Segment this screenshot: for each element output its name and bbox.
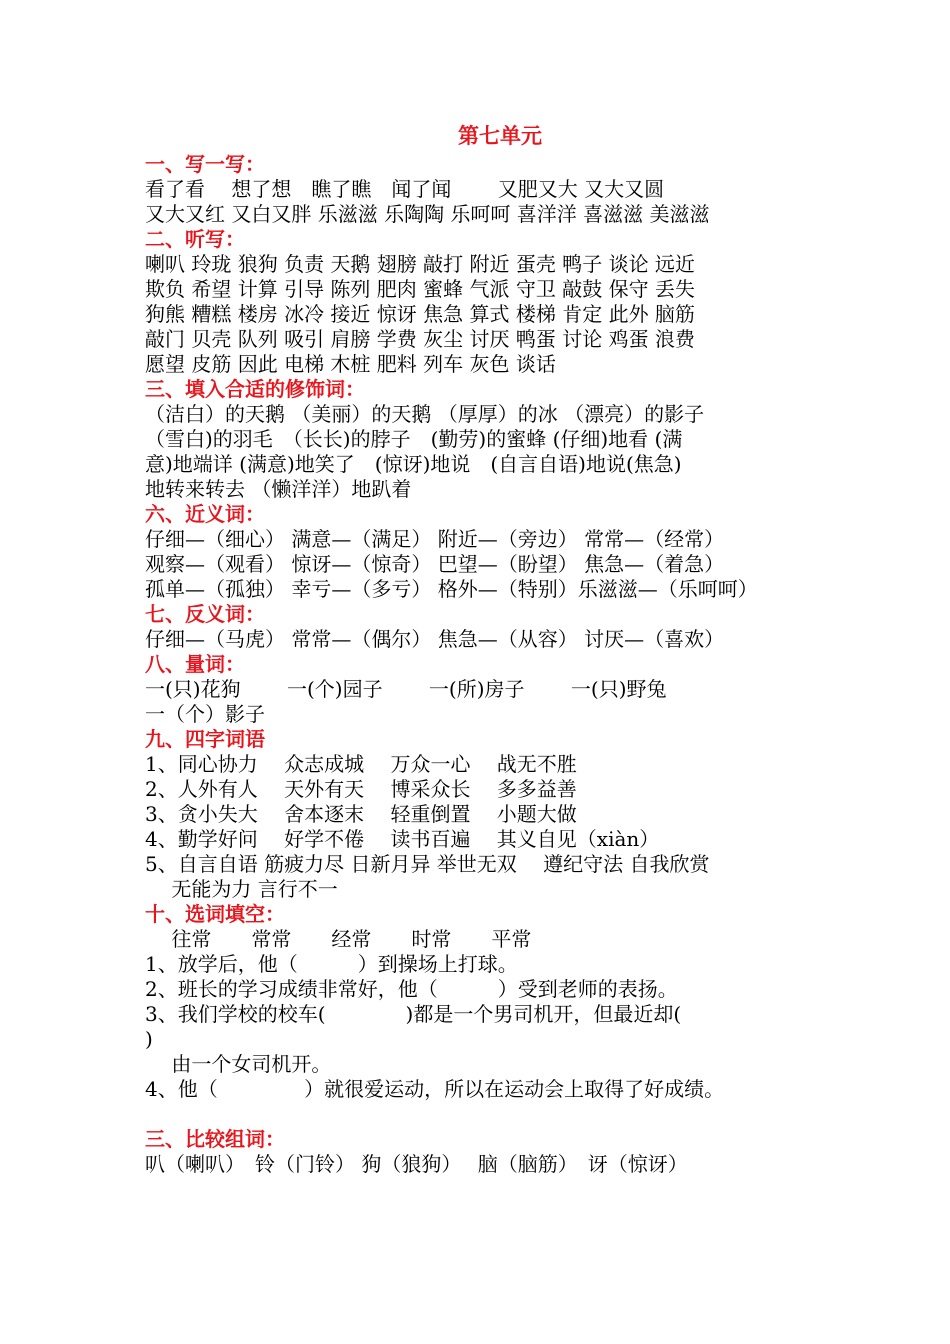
section [145,727,825,902]
section [145,152,825,227]
text-line: 由一个女司机开。 [145,1052,332,1076]
page-title: 第七单元 [458,123,542,148]
section [145,902,825,1102]
text-line: 敲门 贝壳 队列 吸引 肩膀 学费 灰尘 讨厌 鸭蛋 讨论 鸡蛋 浪费 [145,327,695,351]
section [145,377,825,502]
spacer [145,1102,825,1127]
text-line: 4、勤学好问 好学不倦 读书百遍 其义自见（xiàn） [145,827,660,851]
text-line: 3、贪小失大 舍本逐末 轻重倒置 小题大做 [145,802,577,826]
section-heading: 二、听写： [145,227,245,251]
text-line: 一(只)花狗 一(个)园子 一(所)房子 一(只)野兔 [145,677,667,701]
text-line: 仔细—（马虎） 常常—（偶尔） 焦急—（从容） 讨厌—（喜欢） [145,627,725,651]
text-line: （洁白）的天鹅 （美丽）的天鹅 （厚厚）的冰 （漂亮）的影子 [145,402,705,426]
text-line: 看了看 想了想 瞧了瞧 闻了闻 又肥又大 又大又圆 [145,177,665,201]
section [145,227,825,377]
section [145,602,825,652]
text-line: 4、他（ ）就很爱运动，所以在运动会上取得了好成绩。 [145,1077,725,1101]
text-line: ) [145,1027,153,1051]
section-heading: 三、比较组词： [145,1127,285,1151]
text-line: 狗熊 糟糕 楼房 冰冷 接近 惊讶 焦急 算式 楼梯 肯定 此外 脑筋 [145,302,695,326]
section-heading: 三、填入合适的修饰词： [145,377,365,401]
text-line: 往常 常常 经常 时常 平常 [145,927,532,951]
text-line: 孤单—（孤独） 幸亏—（多亏） 格外—（特别）乐滋滋—（乐呵呵） [145,577,758,601]
text-line: 一（个）影子 [145,702,265,726]
text-line: 5、自言自语 筋疲力尽 日新月异 举世无双 遵纪守法 自我欣赏 [145,852,710,876]
text-line: 1、放学后，他（ ）到操场上打球。 [145,952,518,976]
text-line: 观察—（观看） 惊讶—（惊奇） 巴望—（盼望） 焦急—（着急） [145,552,725,576]
text-line: （雪白)的羽毛 （长长)的脖子 (勤劳)的蜜蜂 (仔细)地看 (满 [145,427,683,451]
section-heading: 七、反义词： [145,602,265,626]
section-heading: 八、量词： [145,652,245,676]
text-line: 3、我们学校的校车( )都是一个男司机开，但最近却( [145,1002,682,1026]
text-line: 意)地端详 (满意)地笑了 (惊讶)地说 (自言自语)地说(焦急) [145,452,682,476]
document-page [145,120,825,1177]
text-line: 1、同心协力 众志成城 万众一心 战无不胜 [145,752,577,776]
text-line: 喇叭 玲珑 狼狗 负责 天鹅 翅膀 敲打 附近 蛋壳 鸭子 谈论 远近 [145,252,695,276]
section-heading: 一、写一写： [145,152,265,176]
sections-container [145,152,825,1177]
section-heading: 十、选词填空： [145,902,285,926]
section-heading: 六、近义词： [145,502,265,526]
text-line: 地转来转去 （懒洋洋）地趴着 [145,477,412,501]
text-line: 仔细—（细心） 满意—（满足） 附近—（旁边） 常常—（经常） [145,527,725,551]
section [145,1102,825,1177]
text-line: 无能为力 言行不一 [145,877,338,901]
text-line: 2、班长的学习成绩非常好，他（ ）受到老师的表扬。 [145,977,678,1001]
section [145,502,825,602]
text-line: 欺负 希望 计算 引导 陈列 肥肉 蜜蜂 气派 守卫 敲鼓 保守 丢失 [145,277,695,301]
text-line: 又大又红 又白又胖 乐滋滋 乐陶陶 乐呵呵 喜洋洋 喜滋滋 美滋滋 [145,202,710,226]
text-line: 2、人外有人 天外有天 博采众长 多多益善 [145,777,577,801]
text-line: 叭（喇叭） 铃（门铃） 狗（狼狗） 脑（脑筋） 讶（惊讶） [145,1152,688,1176]
section-heading: 九、四字词语 [145,727,265,751]
section [145,652,825,727]
text-line: 愿望 皮筋 因此 电梯 木桩 肥料 列车 灰色 谈话 [145,352,556,376]
